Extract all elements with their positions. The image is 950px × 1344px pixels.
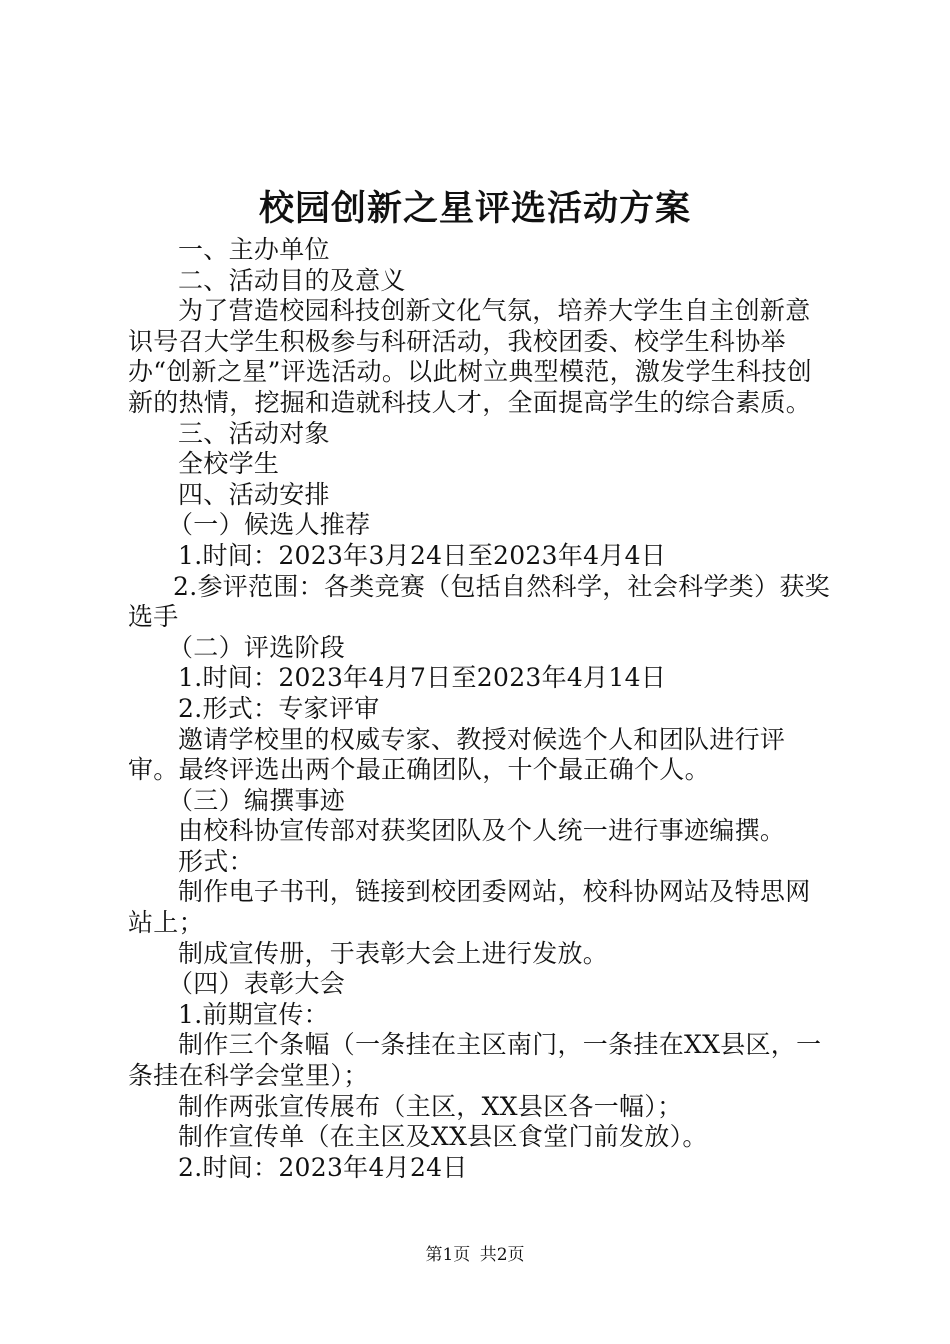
page-total: 共2页 [479, 1245, 525, 1265]
paragraph: 四、活动安排 [178, 479, 330, 509]
paragraph: 三、活动对象 [178, 418, 330, 448]
paragraph: （一）候选人推荐 [168, 510, 371, 540]
page-footer [0, 1244, 950, 1266]
paragraph: 1.时间：2023年3月24日至2023年4月4日 [178, 540, 667, 570]
paragraph: 1.时间：2023年4月7日至2023年4月14日 [178, 663, 667, 693]
paragraph: 2.参评范围：各类竞赛（包括自然科学，社会科学类）获奖选手 [128, 571, 830, 632]
paragraph: 制作两张宣传展布（主区，XX县区各一幅）； [178, 1091, 683, 1121]
paragraph: 制作电子书刊，链接到校团委网站，校科协网站及特思网站上； [128, 877, 811, 938]
page-number: 第1页 [425, 1245, 471, 1265]
paragraph: 2.形式：专家评审 [178, 693, 380, 723]
paragraph: 由校科协宣传部对获奖团队及个人统一进行事迹编撰。 [178, 816, 786, 846]
paragraph: （四）表彰大会 [168, 969, 346, 999]
paragraph: 2.时间：2023年4月24日 [178, 1152, 468, 1182]
paragraph: 一、主办单位 [178, 235, 330, 264]
paragraph: 邀请学校里的权威专家、教授对候选个人和团队进行评审。最终评选出两个最正确团队，十个最正确个人。 [128, 724, 786, 785]
paragraph: 全校学生 [178, 449, 280, 479]
document-body [128, 235, 834, 1183]
paragraph: （三）编撰事迹 [168, 785, 346, 815]
paragraph: 二、活动目的及意义 [178, 265, 406, 295]
paragraph: 形式： [178, 846, 254, 876]
document-title: 校园创新之星评选活动方案 [258, 188, 691, 229]
paragraph: （二）评选阶段 [168, 632, 346, 662]
paragraph: 1.前期宣传： [178, 999, 329, 1029]
paragraph: 制作宣传单（在主区及XX县区食堂门前发放）。 [178, 1122, 708, 1152]
paragraph: 制成宣传册，于表彰大会上进行发放。 [178, 938, 609, 968]
paragraph: 制作三个条幅（一条挂在主区南门，一条挂在XX县区，一条挂在科学会堂里）； [128, 1030, 822, 1091]
paragraph: 为了营造校园科技创新文化气氛，培养大学生自主创新意识号召大学生积极参与科研活动，我校团委、校学生科协举办“创新之星”评选活动。以此树立典型模范，激发学生科技创新的热情，挖掘和造就科技人才，全面提高学生的综合素质。 [128, 296, 812, 417]
